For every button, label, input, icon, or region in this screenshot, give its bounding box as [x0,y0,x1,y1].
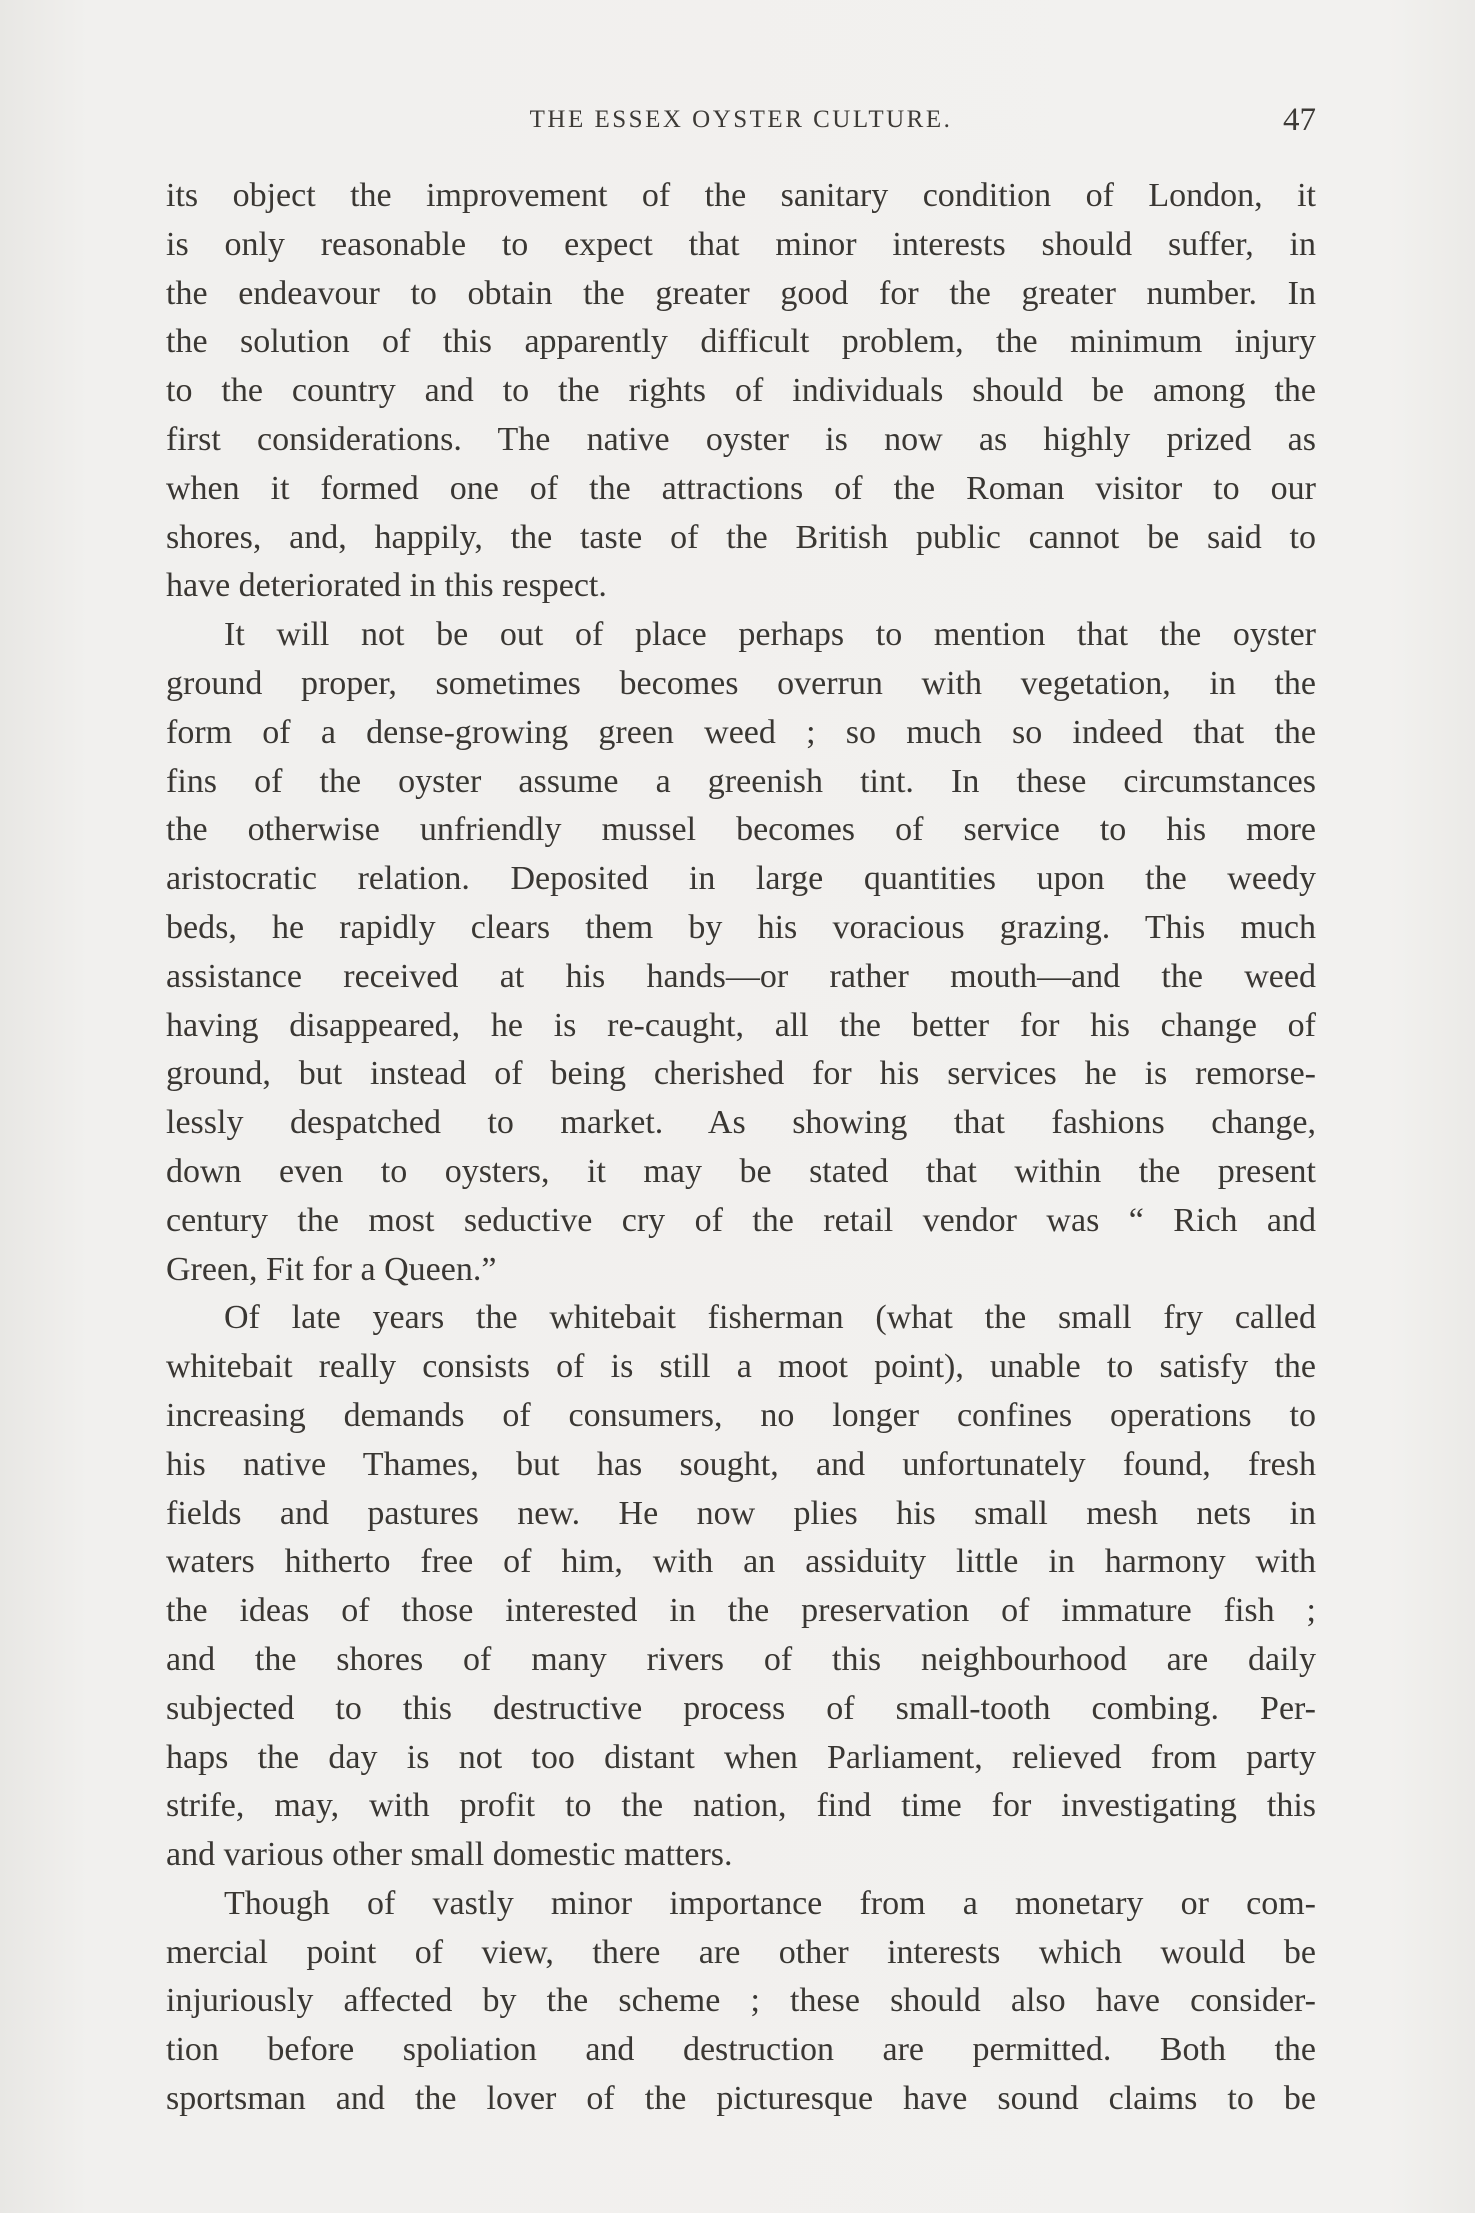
paragraph-2 [166,611,1316,1294]
text-line: and the shores of many rivers of this neighbourhood are daily [166,1640,1316,1678]
text-line: aristocratic relation. Deposited in large quantities upon the weedy [166,860,1316,898]
text-line: lessly despatched to market. As showing that fashions change, [166,1104,1316,1142]
text-line: tion before spoliation and destruction are permitted. Both the [166,2031,1316,2069]
text-line: to the country and to the rights of individuals should be among the [166,372,1316,410]
body-text [166,172,1316,2124]
text-line: the ideas of those interested in the preservation of immature fish ; [166,1592,1316,1630]
text-line: first considerations. The native oyster is now as highly prized as [166,420,1316,458]
text-line: sportsman and the lover of the picturesque have sound claims to be [166,2080,1316,2118]
running-head [166,102,1316,142]
text-line: Though of vastly minor importance from a monetary or com- [224,1884,1316,1922]
text-line: the solution of this apparently difficult problem, the minimum injury [166,323,1316,361]
text-line: fields and pastures new. He now plies his small mesh nets in [166,1494,1316,1532]
text-line: is only reasonable to expect that minor interests should suffer, in [166,225,1316,263]
text-line: the endeavour to obtain the greater good for the greater number. In [166,274,1316,312]
text-line: mercial point of view, there are other interests which would be [166,1933,1316,1971]
text-line: when it formed one of the attractions of the Roman visitor to our [166,469,1316,507]
paragraph-1 [166,172,1316,611]
text-line: Of late years the whitebait fisherman (what the small fry called [224,1299,1316,1337]
text-line: his native Thames, but has sought, and unfortunately found, fresh [166,1445,1316,1483]
text-line: beds, he rapidly clears them by his voracious grazing. This much [166,908,1316,946]
text-line: whitebait really consists of is still a moot point), unable to satisfy the [166,1348,1316,1386]
text-line: Green, Fit for a Queen.” [166,1250,497,1288]
text-line: have deteriorated in this respect. [166,567,607,605]
text-line: fins of the oyster assume a greenish tint. In these circumstances [166,762,1316,800]
text-line: the otherwise unfriendly mussel becomes of service to his more [166,811,1316,849]
text-line: shores, and, happily, the taste of the British public cannot be said to [166,518,1316,556]
text-line: injuriously affected by the scheme ; these should also have consider- [166,1982,1316,2020]
text-line: its object the improvement of the sanitary condition of London, it [166,177,1316,214]
text-line: strife, may, with profit to the nation, find time for investigating this [166,1787,1316,1825]
text-line: century the most seductive cry of the retail vendor was “ Rich and [166,1201,1316,1239]
text-line: and various other small domestic matters. [166,1836,733,1874]
text-line: ground, but instead of being cherished for his services he is remorse- [166,1055,1316,1093]
running-title: THE ESSEX OYSTER CULTURE. [529,106,953,133]
text-line: having disappeared, he is re-caught, all the better for his change of [166,1006,1316,1044]
text-line: down even to oysters, it may be stated that within the present [166,1152,1316,1190]
text-line: assistance received at his hands—or rather mouth—and the weed [166,957,1316,995]
text-line: subjected to this destructive process of small-tooth combing. Per- [166,1689,1316,1727]
text-line: increasing demands of consumers, no longer confines operations to [166,1396,1316,1434]
text-line: ground proper, sometimes becomes overrun with vegetation, in the [166,664,1316,702]
paragraph-4 [166,1880,1316,2124]
text-line: form of a dense-growing green weed ; so much so indeed that the [166,713,1316,751]
page-number: 47 [1283,102,1316,138]
text-line: It will not be out of place perhaps to mention that the oyster [224,616,1316,654]
text-line: haps the day is not too distant when Parliament, relieved from party [166,1738,1316,1776]
paragraph-3 [166,1294,1316,1880]
text-line: waters hitherto free of him, with an assiduity little in harmony with [166,1543,1316,1581]
